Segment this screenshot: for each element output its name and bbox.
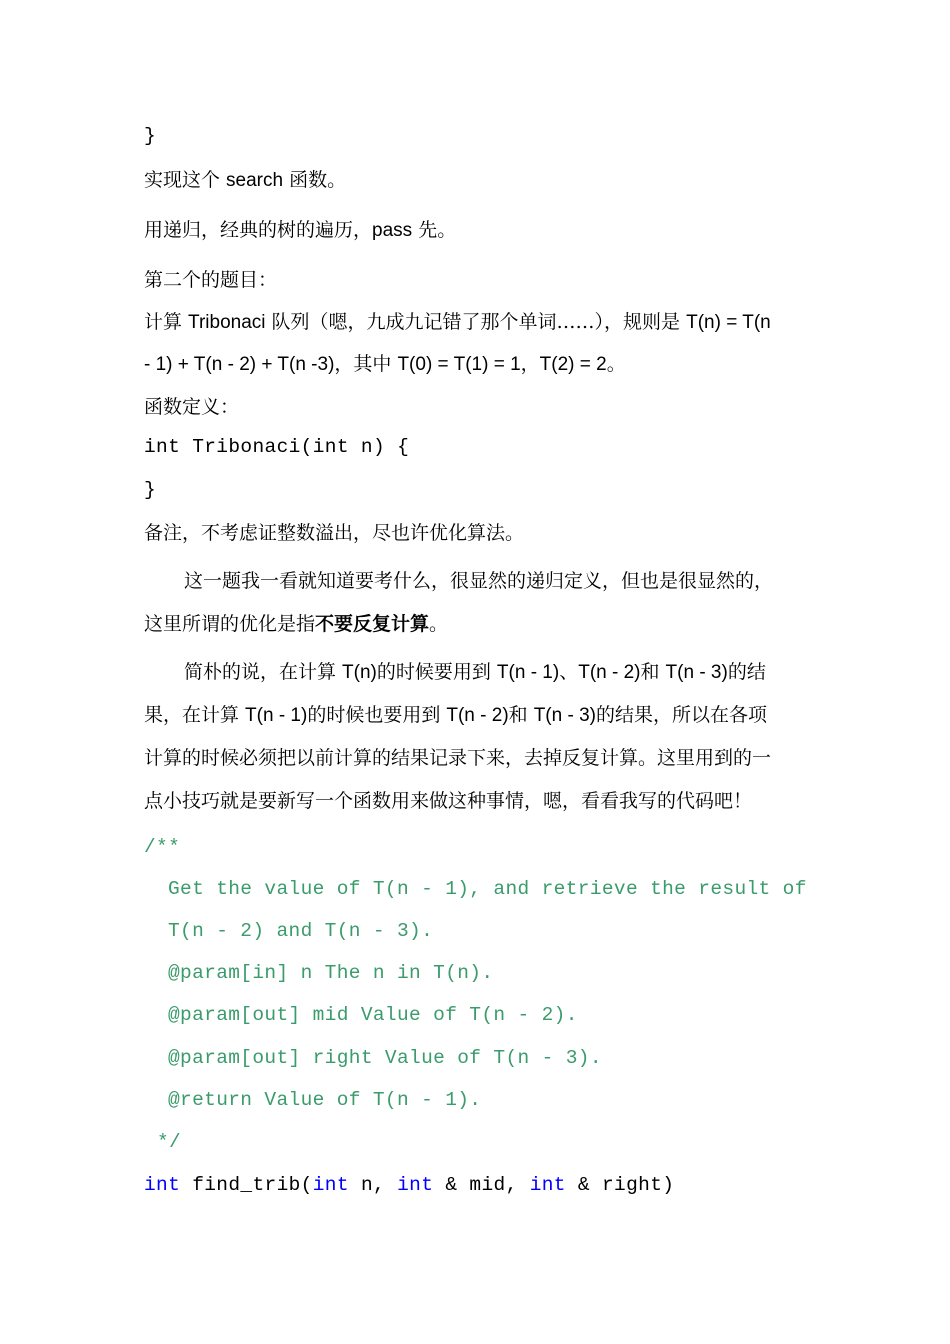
text-run: 的结 [727, 661, 766, 683]
text-run: T(n - 3) [533, 705, 596, 726]
text-run: 先。 [412, 219, 457, 241]
code-comment-close: */ [157, 1131, 182, 1153]
tribonacci-rule-line-1 [144, 309, 771, 336]
closing-brace: } [144, 125, 157, 147]
text-run: pass [372, 220, 413, 241]
function-signature: int Tribonaci(int n) { [144, 436, 410, 458]
emphasis-text: 不要反复计算 [315, 613, 430, 635]
text-run: 这里所谓的优化是指 [144, 613, 316, 635]
text-run: 的时候要用到 [376, 661, 497, 683]
text-run: Tribonaci [188, 312, 266, 333]
text-run: T(n) [342, 662, 377, 683]
text-run: T(n - 1) [496, 662, 560, 683]
text-run: 函数。 [283, 169, 347, 191]
text-run: 的结果，所以在各项 [595, 704, 767, 726]
code-function-signature [144, 1172, 674, 1198]
detail-paragraph-line-1 [184, 659, 766, 686]
text-run: 的时候也要用到 [307, 704, 447, 726]
text-run: T(n - 2) [446, 705, 509, 726]
text-run: T(n) = T(n [686, 312, 771, 333]
note-paragraph: 备注，不考虑证整数溢出，尽也许优化算法。 [144, 522, 525, 544]
code-comment-line: @return Value of T(n - 1). [168, 1089, 482, 1111]
explanation-paragraph-line-1: 这一题我一看就知道要考什么，很显然的递归定义，但也是很显然的， [184, 570, 774, 592]
text-run: ， [520, 353, 540, 375]
text-run: T(n - 3) [665, 662, 728, 683]
text-run: 。 [606, 353, 626, 375]
closing-brace: } [144, 479, 157, 501]
code-text: find_trib( [180, 1174, 313, 1196]
text-run: T(2) = 2 [539, 354, 607, 375]
code-comment-line: Get the value of T(n - 1), and retrieve the result of [168, 878, 807, 900]
code-comment-line: @param[out] right Value of T(n - 3). [168, 1047, 602, 1069]
detail-paragraph-line-2 [144, 702, 767, 729]
text-run: 和 [640, 661, 666, 683]
code-text: & right) [565, 1174, 675, 1196]
code-comment-open: /** [144, 836, 181, 858]
text-run: 用递归，经典的树的遍历， [144, 219, 373, 241]
search-paragraph [144, 167, 346, 194]
detail-paragraph-line-3: 计算的时候必须把以前计算的结果记录下来，去掉反复计算。这里用到的一 [144, 747, 772, 769]
tribonacci-rule-line-2 [144, 351, 626, 378]
code-keyword: int [397, 1174, 434, 1196]
explanation-paragraph-line-2 [144, 611, 448, 637]
text-run: T(n - 1) [245, 705, 308, 726]
detail-paragraph-line-4: 点小技巧就是要新写一个函数用来做这种事情，嗯，看看我写的代码吧！ [144, 790, 753, 812]
text-run: T(0) = T(1) = 1 [397, 354, 521, 375]
text-run: 队列（嗯，九成九记错了那个单词……），规则是 [265, 311, 687, 333]
code-comment-line: @param[in] n The n in T(n). [168, 962, 494, 984]
second-question-heading: 第二个的题目： [144, 269, 278, 291]
text-run: T(n - 2) [578, 662, 641, 683]
text-run: 和 [508, 704, 534, 726]
text-run: 。 [429, 613, 449, 635]
code-comment-line: @param[out] mid Value of T(n - 2). [168, 1004, 578, 1026]
text-run: 果，在计算 [144, 704, 246, 726]
code-text: n, [348, 1174, 398, 1196]
code-keyword: int [529, 1174, 566, 1196]
text-run: 计算 [144, 311, 189, 333]
code-comment-line: T(n - 2) and T(n - 3). [168, 920, 434, 942]
text-run: 实现这个 [144, 169, 227, 191]
text-run: ，其中 [334, 353, 398, 375]
code-keyword: int [144, 1174, 181, 1196]
text-run: search [226, 170, 284, 191]
recursion-paragraph [144, 217, 456, 244]
text-run: - 1) + T(n - 2) + T(n -3) [144, 354, 335, 375]
function-definition-label: 函数定义： [144, 396, 240, 418]
code-keyword: int [312, 1174, 349, 1196]
code-text: & mid, [433, 1174, 530, 1196]
text-run: 、 [559, 661, 579, 683]
text-run: 简朴的说，在计算 [184, 661, 343, 683]
